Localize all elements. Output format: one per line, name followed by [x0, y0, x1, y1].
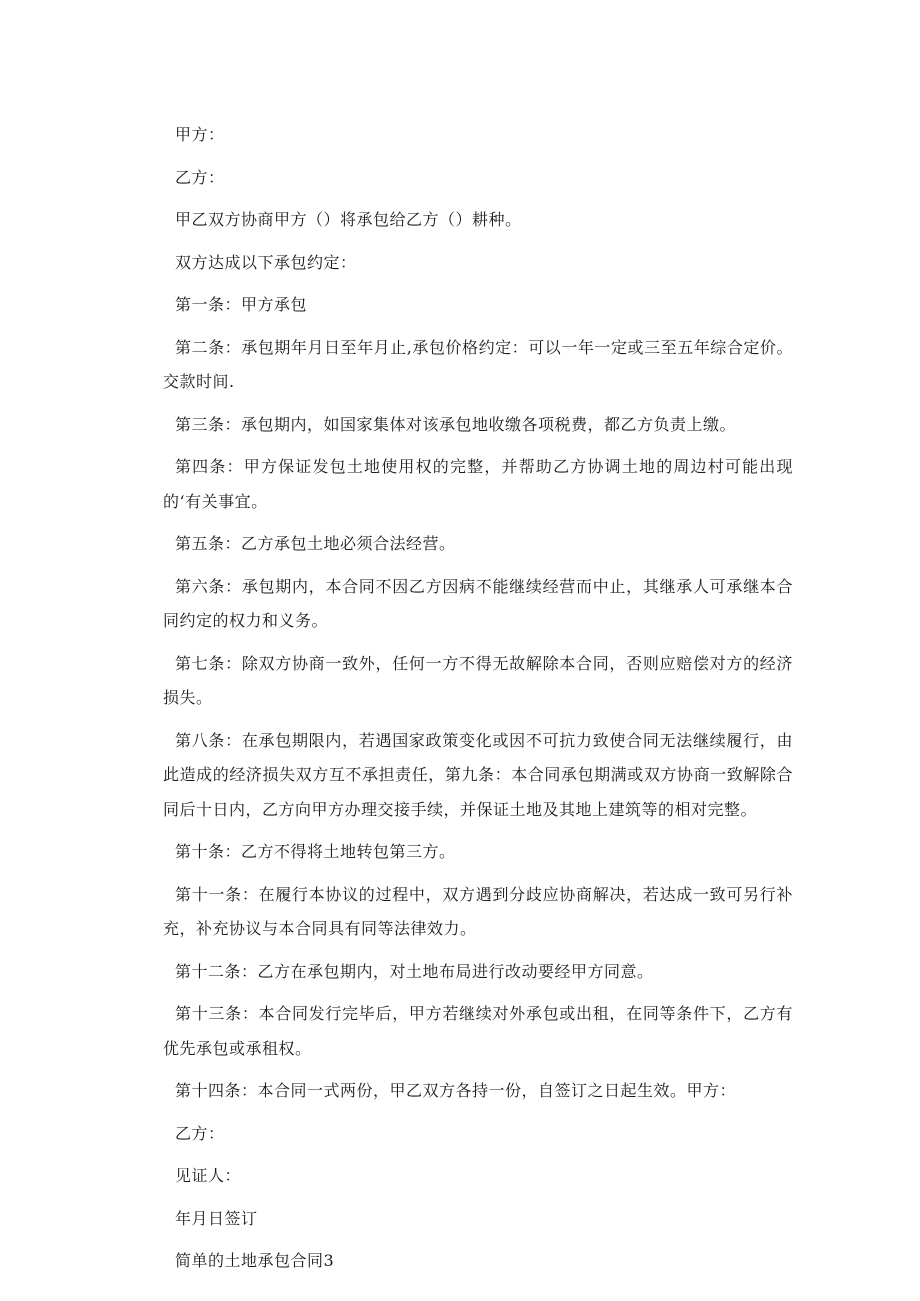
contract-body	[163, 118, 793, 1287]
clause-11: 第十一条：在履行本协议的过程中，双方遇到分歧应协商解决，若达成一致可另行补充，补充协议与本合同具有同等法律效力。	[163, 884, 793, 938]
clause-6: 第六条：承包期内，本合同不因乙方因病不能继续经营而中止，其继承人可承继本合同约定的权力和义务。	[163, 576, 793, 630]
clause-2: 第二条：承包期年月日至年月止,承包价格约定：可以一年一定或三至五年综合定价。交款时间.	[163, 337, 793, 391]
signature-witness: 见证人：	[175, 1166, 242, 1185]
clause-13: 第十三条：本合同发行完毕后，甲方若继续对外承包或出租，在同等条件下，乙方有优先承包或承租权。	[163, 1004, 793, 1058]
signature-party-b: 乙方：	[175, 1123, 225, 1143]
party-a-label: 甲方：	[175, 125, 225, 144]
clause-14: 第十四条：本合同一式两份，甲乙双方各持一份，自签订之日起生效。甲方：	[175, 1081, 737, 1100]
clause-7: 第七条：除双方协商一致外，任何一方不得无故解除本合同，否则应赔偿对方的经济损失。	[163, 653, 793, 707]
clause-4: 第四条：甲方保证发包土地使用权的完整，并帮助乙方协调土地的周边村可能出现的‘有关事宜。	[163, 457, 793, 511]
party-b-label: 乙方：	[175, 167, 225, 187]
clause-12: 第十二条：乙方在承包期内，对土地布局进行改动要经甲方同意。	[175, 961, 654, 981]
next-contract-title: 简单的土地承包合同3	[175, 1251, 335, 1270]
clause-3: 第三条：承包期内，如国家集体对该承包地收缴各项税费，都乙方负责上缴。	[175, 414, 737, 434]
agreement-intro: 双方达成以下承包约定：	[175, 252, 357, 272]
signing-date: 年月日签订	[175, 1208, 258, 1228]
negotiation-statement: 甲乙双方协商甲方（）将承包给乙方（）耕种。	[175, 210, 522, 229]
clause-10: 第十条：乙方不得将土地转包第三方。	[175, 842, 456, 861]
clause-1: 第一条：甲方承包	[175, 295, 308, 314]
clause-8: 第八条：在承包期限内，若遇国家政策变化或因不可抗力致使合同无法继续履行，由此造成的经济损失双方互不承担责任，第九条：本合同承包期满或双方协商一致解除合同后十日内，乙方向甲方办理交接手续，并保证土地及其地上建筑等的相对完整。	[163, 730, 793, 819]
clause-5: 第五条：乙方承包土地必须合法经营。	[175, 534, 456, 553]
